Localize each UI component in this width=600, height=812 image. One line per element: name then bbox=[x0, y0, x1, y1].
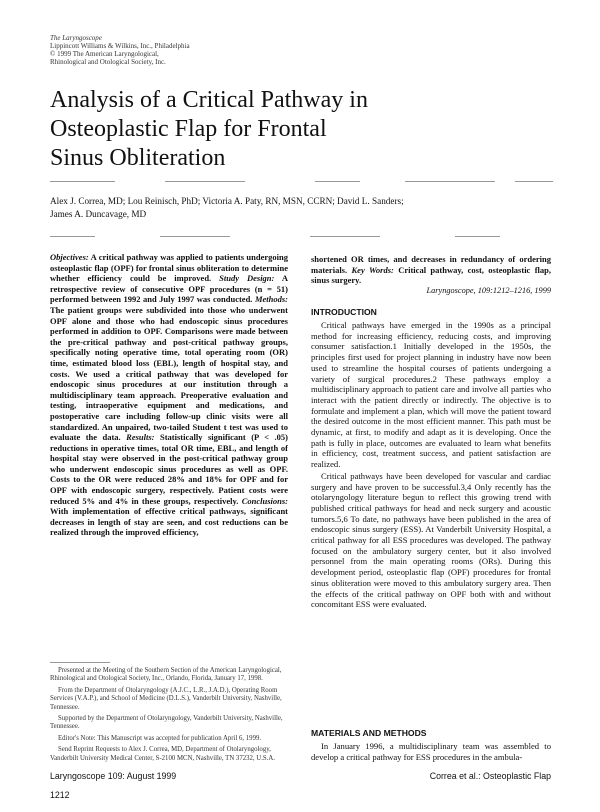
footnote: Send Reprint Requests to Alex J. Correa, MD, Department of Otolaryngology, Vanderbilt University Medical Center, S-2100 MCN, Nashville, TN 37232, U.S.A. bbox=[50, 746, 276, 762]
title-line: Analysis of a Critical Pathway in bbox=[50, 87, 368, 113]
page-number: 1212 bbox=[50, 790, 70, 800]
divider bbox=[160, 236, 230, 237]
design-text: A retrospective review of consecutive OPF procedures (n = 51) performed between 1992 and July 1997 was conducted. bbox=[50, 273, 289, 305]
divider bbox=[455, 236, 500, 237]
keywords-label: Key Words: bbox=[351, 264, 394, 275]
divider bbox=[50, 236, 95, 237]
footnote: Presented at the Meeting of the Southern Section of the American Laryngological, Rhinological and Otological Society, Inc., Orlando, Florida, January 17, 1998. bbox=[50, 667, 282, 683]
divider bbox=[310, 236, 380, 237]
header-line: Lippincott Williams & Wilkins, Inc., Philadelphia bbox=[50, 42, 190, 50]
methods-text: The patient groups were subdivided into those who underwent OPF alone and those who had endoscopic sinus procedures performed in addition to OPF. Comparisons were made between the pre-critical pathway and post-critical pathway groups, specifically noting operative time, total operating room (OR) time, estimated blood loss (EBL), length of hospital stay, and costs. We used a critical pathway that was developed for endoscopic sinus procedures at our institution through a multidisciplinary team approach. Preoperative evaluation and testing, intraoperative equipment and medications, and postoperative care including follow-up clinic visits were all standardized. An unpaired, two-tailed Student t test was used to evaluate the data. bbox=[50, 304, 288, 443]
footnote: From the Department of Otolaryngology (A.J.C., L.R., J.A.D.), Operating Room Services (V.A.P.), and School of Medicine (D.L.S.), Vanderbilt University, Nashville, Tennessee. bbox=[50, 686, 282, 711]
footnotes bbox=[50, 667, 288, 766]
title-line: Sinus Obliteration bbox=[50, 145, 226, 171]
paragraph: Critical pathways have emerged in the 1990s as a principal method for increasing efficiency, reducing costs, and improving consumer satisfaction.1 Initially developed in the 1950s, the principles first used for project planning in industry have now been used to streamline the hospital courses of patients undergoing a variety of surgical procedures.2 These pathways employ a multidisciplinary approach to patient care and involve all parties who interact with the patient directly or indirectly. The objective is to formulate and implement a plan, which will move the patient toward the desired outcome in the most efficient manner. This path must be dynamic, at first, to modify and adapt as it is developing. Once the path is fully in place, outcomes are evaluated to learn what benefits in efficiency, cost, treatment success, and patient satisfaction are realized. bbox=[311, 320, 551, 470]
conclusions-label: Conclusions: bbox=[241, 495, 288, 506]
title-line: Osteoplastic Flap for Frontal bbox=[50, 116, 327, 142]
journal-header bbox=[50, 34, 190, 66]
article-title bbox=[50, 86, 470, 173]
abstract-continued bbox=[311, 254, 551, 286]
footnote-divider bbox=[50, 662, 110, 663]
divider bbox=[315, 181, 360, 182]
header-line: © 1999 The American Laryngological, bbox=[50, 50, 159, 58]
header-line: Rhinological and Otological Society, Inc. bbox=[50, 58, 166, 66]
paragraph: In January 1996, a multidisciplinary team was assembled to develop a critical pathway for ESS procedures in the ambula- bbox=[311, 741, 551, 762]
conclusions-text: With implementation of effective critical pathways, significant decreases in length of stay are seen, and cost reductions can be realized through the improved efficiency, bbox=[50, 506, 288, 538]
footer-journal: Laryngoscope 109: August 1999 bbox=[50, 771, 177, 781]
objectives-label: Objectives: bbox=[50, 252, 89, 262]
citation: Laryngoscope, 109:1212–1216, 1999 bbox=[426, 286, 551, 295]
divider bbox=[165, 181, 245, 182]
divider bbox=[515, 181, 553, 182]
paragraph: Critical pathways have been developed for vascular and cardiac surgery and have proven to be successful.3,4 Only recently has the otolaryngology literature begun to reflect this growing trend with published critical pathways for head and neck surgery and acoustic tumors.5,6 To date, no pathways have been published in the area of endoscopic sinus surgery (ESS). At Vanderbilt University Hospital, a critical pathway for all ESS procedures was developed. The pathway focused on the ambulatory surgery center, but it also involved personnel from the main operating rooms (ORs). During this development period, osteoplastic flap (OPF) procedures for frontal sinus obliteration were moved to this ambulatory surgery area. Then the effects of the critical pathway on OPF both with and without concomitant ESS were evaluated. bbox=[311, 470, 551, 610]
header-line: The Laryngoscope bbox=[50, 34, 102, 42]
methods-body bbox=[311, 741, 551, 762]
running-head: Correa et al.: Osteoplastic Flap bbox=[429, 771, 551, 781]
footnote: Editor's Note: This Manuscript was accepted for publication April 6, 1999. bbox=[58, 734, 262, 742]
introduction-body bbox=[311, 320, 551, 610]
section-heading: INTRODUCTION bbox=[311, 307, 377, 317]
section-heading: MATERIALS AND METHODS bbox=[311, 728, 427, 738]
objectives-text: A critical pathway was applied to patients undergoing osteoplastic flap (OPF) for frontal sinus obliteration to determine whether efficiency could be improved. bbox=[50, 252, 288, 284]
results-label: Results: bbox=[126, 432, 155, 443]
divider bbox=[50, 181, 115, 182]
author-line: James A. Duncavage, MD bbox=[50, 209, 147, 219]
results-text: Statistically significant (P < .05) reductions in operative times, total OR time, EBL, and length of hospital stay were observed in the post-critical pathway group who underwent endoscopic sinus procedures as well as OPF. Costs to the OR were reduced 28% and 18% for OPF and for OPF with endoscopic surgery, respectively. Patient costs were reduced 5% and 4% in these groups, respectively. bbox=[50, 432, 289, 506]
author-line: Alex J. Correa, MD; Lou Reinisch, PhD; Victoria A. Paty, RN, MSN, CCRN; David L. Sanders; bbox=[50, 196, 404, 206]
footnote: Supported by the Department of Otolaryngology, Vanderbilt University, Nashville, Tennessee. bbox=[50, 715, 283, 731]
abstract bbox=[50, 252, 288, 538]
methods-label: Methods: bbox=[254, 294, 289, 305]
author-list bbox=[50, 195, 570, 221]
keywords-text: Critical pathway, cost, osteoplastic flap, sinus surgery. bbox=[311, 264, 551, 286]
abstract-continued-text: shortened OR times, and decreases in redundancy of ordering materials. bbox=[311, 254, 551, 275]
divider bbox=[405, 181, 495, 182]
design-label: Study Design: bbox=[219, 273, 275, 284]
